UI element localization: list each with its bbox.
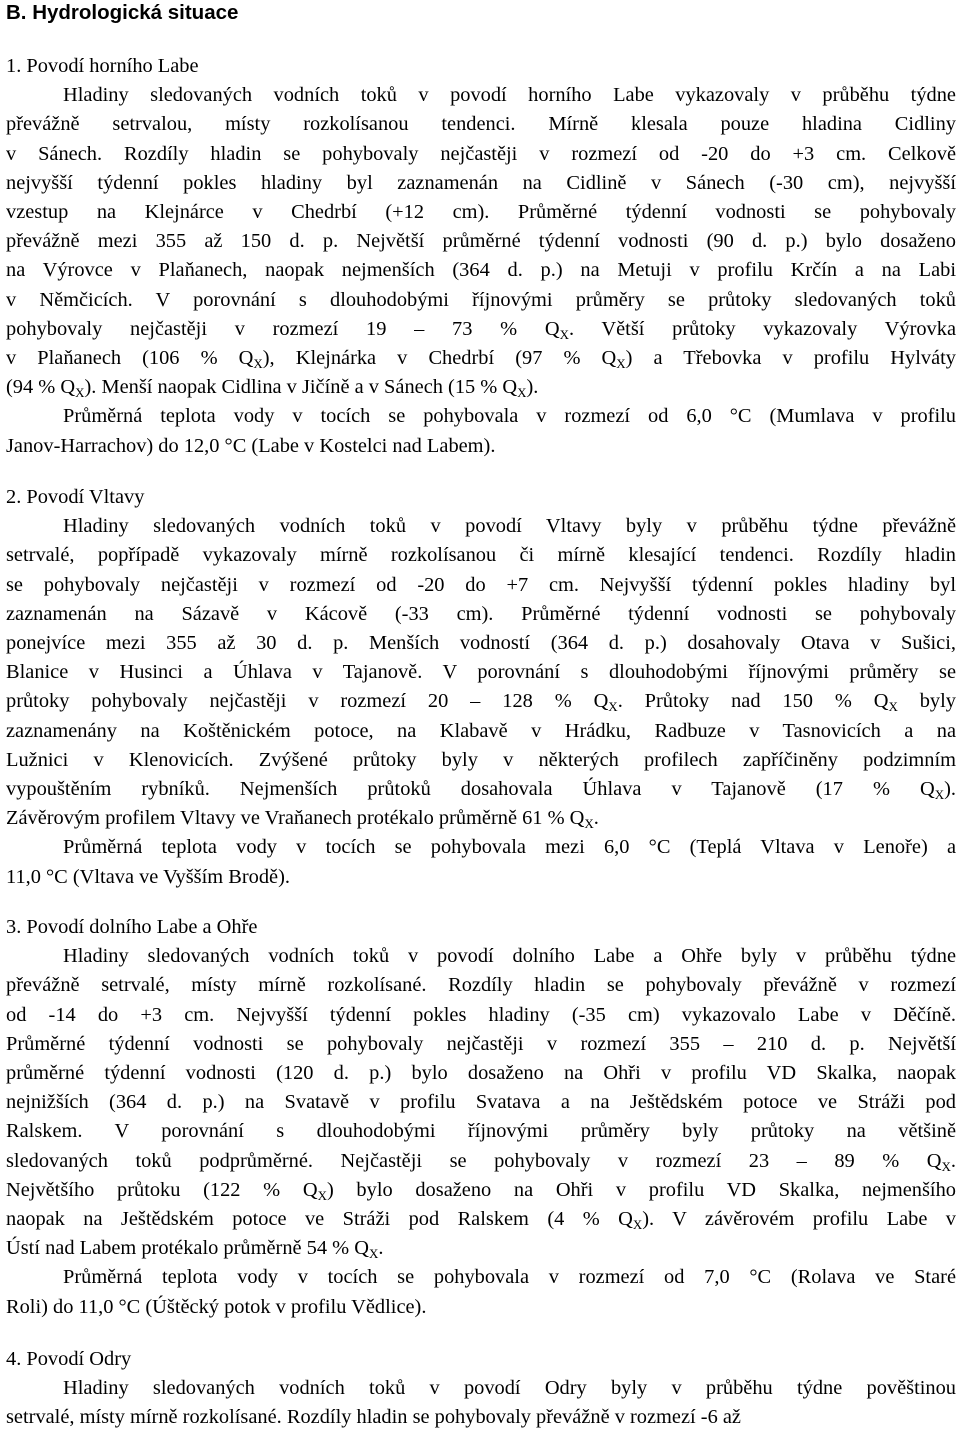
paragraph-line: převážně mezi 355 až 150 d. p. Největší průměrné týdenní vodnosti (90 d. p.) bylo dosaženo: [6, 230, 956, 253]
paragraph-line: vypouštěním rybníků. Nejmenších průtoků dosahovala Úhlava v Tajanově (17 % $Q_X$).: [6, 778, 956, 802]
paragraph-line: setrvalé, popřípadě vykazovaly mírně rozkolísanou či mírně klesající tendenci. Rozdíly hladin: [6, 544, 956, 567]
subscript-x: X: [75, 385, 85, 401]
paragraph-line: setrvalé, místy mírně rozkolísané. Rozdíly hladin se pohybovaly převážně v rozmezí -6 až: [6, 1406, 741, 1429]
subscript-x: X: [317, 1187, 327, 1203]
paragraph-line: průtoky pohybovaly nejčastěji v rozmezí 20 – 128 % $Q_X$. Průtoky nad 150 % $Q_X$ byly: [6, 690, 956, 715]
subscript-x: X: [616, 356, 626, 371]
paragraph-line: Ralskem. V porovnání s dlouhodobými říjnovými průměry byly průtoky na většině: [6, 1120, 956, 1143]
subscript-x: X: [888, 699, 898, 715]
paragraph-line: Největšího průtoku (122 % $Q_X$) bylo dosaženo na Ohři v profilu VD Skalka, nejmenšího: [6, 1178, 956, 1203]
paragraph-line: Hladiny sledovaných vodních toků v povodí horního Labe vykazovaly v průběhu týdne: [63, 84, 956, 107]
paragraph-line: ponejvíce mezi 355 až 30 d. p. Menších vodností (364 d. p.) dosahovaly Otava v Sušici,: [6, 632, 956, 654]
section-title: 1. Povodí horního Labe: [6, 55, 199, 77]
paragraph-line: pohybovaly nejčastěji v rozmezí 19 – 73 % $Q_X$. Větší průtoky vykazovaly Výrovka: [6, 317, 956, 342]
subscript-x: X: [253, 356, 263, 371]
paragraph-line: (94 % $Q_X$). Menší naopak Cidlina v Jičíně a v Sánech (15 % $Q_X$).: [6, 376, 539, 401]
section-title: 3. Povodí dolního Labe a Ohře: [6, 916, 258, 938]
subscript-x: X: [584, 816, 594, 832]
subscript-x: X: [368, 1246, 379, 1262]
paragraph-line: Průměrné týdenní vodnosti se pohybovaly nejčastěji v rozmezí 355 – 210 d. p. Největší: [6, 1032, 956, 1055]
paragraph-line: v Sánech. Rozdíly hladin se pohybovaly nejčastěji v rozmezí od -20 do +3 cm. Celkově: [6, 142, 956, 165]
paragraph-line: Blanice v Husinci a Úhlava v Tajanově. V porovnání s dlouhodobými říjnovými průměry se: [6, 661, 956, 684]
paragraph-line: Hladiny sledovaných vodních toků v povodí Odry byly v průběhu týdne pověštinou: [63, 1377, 956, 1400]
subscript-x: X: [632, 1217, 643, 1232]
paragraph-line: Průměrná teplota vody v tocích se pohybovala v rozmezí od 7,0 °C (Rolava ve Staré: [63, 1266, 956, 1289]
paragraph-line: Hladiny sledovaných vodních toků v povodí dolního Labe a Ohře byly v průběhu týdne: [63, 945, 956, 968]
paragraph-line: Ústí nad Labem protékalo průměrně 54 % $Q_X$.: [6, 1237, 384, 1262]
paragraph-line: Průměrná teplota vody v tocích se pohybovala v rozmezí od 6,0 °C (Mumlava v profilu: [63, 405, 956, 428]
paragraph-line: převážně setrvalou, místy rozkolísanou tendenci. Mírně klesala pouze hladina Cidliny: [6, 113, 956, 136]
paragraph-line: Roli) do 11,0 °C (Úštěcký potok v profilu Vědlice).: [6, 1295, 427, 1318]
paragraph-line: sledovaných toků podprůměrné. Nejčastěji se pohybovaly v rozmezí 23 – 89 % $Q_X$.: [6, 1149, 956, 1174]
paragraph-line: vzestup na Klejnárce v Chedrbí (+12 cm). Průměrné týdenní vodnosti se pohybovaly: [6, 201, 956, 223]
subscript-x: X: [559, 326, 569, 342]
paragraph-line: od -14 do +3 cm. Nejvyšší týdenní pokles hladiny (-35 cm) vykazovalo Labe v Děčíně.: [6, 1003, 956, 1026]
subscript-x: X: [941, 1158, 951, 1174]
paragraph-line: naopak na Ještědském potoce ve Stráži pod Ralskem (4 % $Q_X$). V závěrovém profilu Labe v: [6, 1208, 956, 1232]
subscript-x: X: [517, 385, 527, 401]
section-title: 4. Povodí Odry: [6, 1348, 132, 1370]
paragraph-line: Závěrovým profilem Vltavy ve Vraňanech protékalo průměrně 61 % $Q_X$.: [6, 807, 599, 832]
document-heading: B. Hydrologická situace: [6, 1, 239, 24]
subscript-x: X: [934, 787, 945, 802]
paragraph-line: Průměrná teplota vody v tocích se pohybovala mezi 6,0 °C (Teplá Vltava v Lenoře) a: [63, 836, 956, 859]
paragraph-line: Janov-Harrachov) do 12,0 °C (Labe v Kostelci nad Labem).: [6, 434, 496, 457]
paragraph-line: převážně setrvalé, místy mírně rozkolísané. Rozdíly hladin se pohybovaly převážně v rozmezí: [6, 974, 956, 997]
paragraph-line: průměrné týdenní vodnosti (120 d. p.) bylo dosaženo na Ohři v profilu VD Skalka, naopak: [6, 1062, 956, 1084]
paragraph-line: Lužnici v Klenovicích. Zvýšené průtoky byly v některých profilech zapříčiněny podzimním: [6, 748, 956, 771]
paragraph-line: nejnižších (364 d. p.) na Svatavě v profilu Svatava a na Ještědském potoce ve Stráži pod: [6, 1091, 956, 1114]
paragraph-line: Hladiny sledovaných vodních toků v povodí Vltavy byly v průběhu týdne převážně: [63, 515, 956, 538]
section-title: 2. Povodí Vltavy: [6, 486, 145, 508]
paragraph-line: v Němčicích. V porovnání s dlouhodobými říjnovými průměry se průtoky sledovaných toků: [6, 288, 956, 311]
paragraph-line: 11,0 °C (Vltava ve Vyšším Brodě).: [6, 865, 290, 888]
paragraph-line: se pohybovaly nejčastěji v rozmezí od -20 do +7 cm. Nejvyšší týdenní pokles hladiny byl: [6, 573, 956, 596]
paragraph-line: nejvyšší týdenní pokles hladiny byl zaznamenán na Cidlině v Sánech (-30 cm), nejvyšší: [6, 171, 956, 194]
subscript-x: X: [608, 699, 618, 715]
paragraph-line: zaznamenány na Koštěnickém potoce, na Klabavě v Hrádku, Radbuze v Tasnovicích a na: [6, 719, 956, 742]
paragraph-line: v Plaňanech (106 % $Q_X$), Klejnárka v Chedrbí (97 % $Q_X$) a Třebovka v profilu Hylváty: [6, 347, 956, 371]
paragraph-line: na Výrovce v Plaňanech, naopak nejmenších (364 d. p.) na Metuji v profilu Krčín a na Labi: [6, 259, 956, 282]
paragraph-line: zaznamenán na Sázavě v Kácově (-33 cm). Průměrné týdenní vodnosti se pohybovaly: [6, 602, 956, 625]
